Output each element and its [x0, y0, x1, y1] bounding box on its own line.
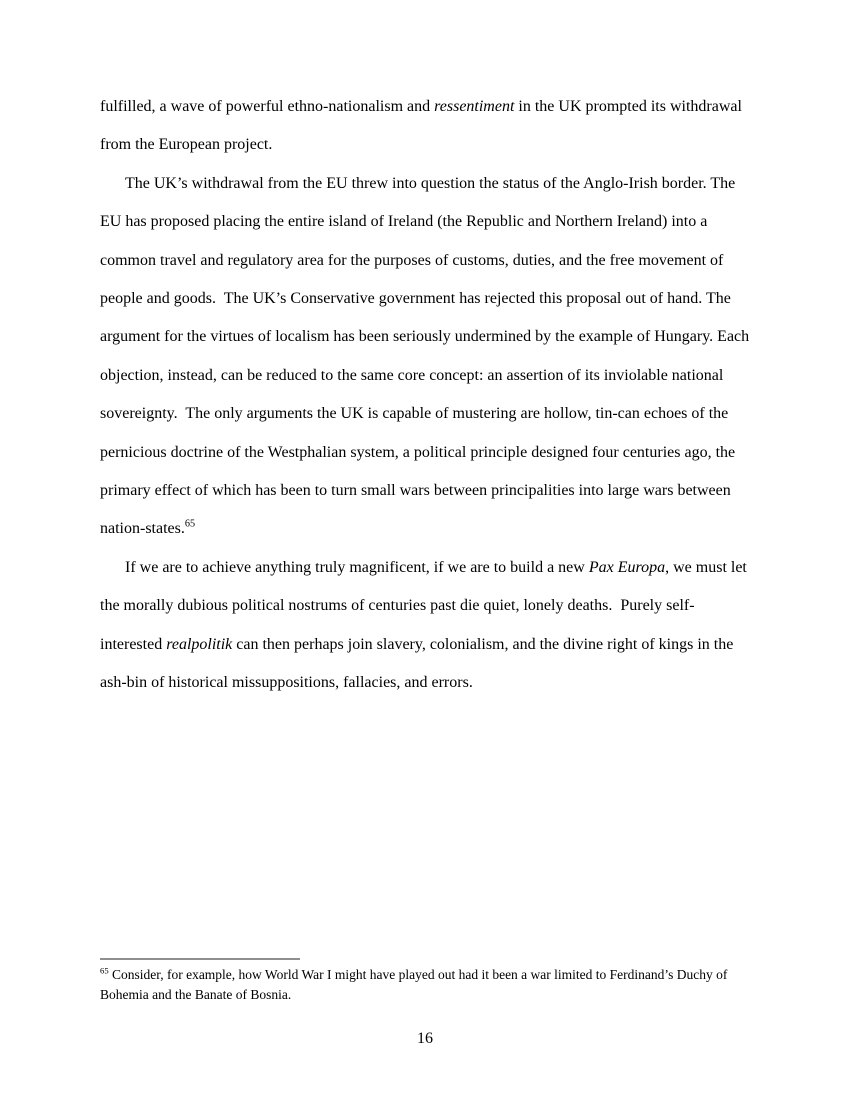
text-run: can then perhaps join slavery, colonialism, and the divine right of kings in the ash-bin of historical missuppositions, fallacies, and errors.	[100, 635, 738, 692]
footnote-separator-rule	[100, 958, 300, 960]
text-run: fulfilled, a wave of powerful ethno-nationalism and	[100, 98, 435, 115]
paragraph-uk-withdrawal	[100, 165, 755, 549]
text-run: If we are to achieve anything truly magnificent, if we are to build a new	[125, 558, 589, 576]
text-run: Consider, for example, how World War I might have played out had it been a war limited to Ferdinand’s Duchy of Bohemia and the Banate of Bosnia.	[100, 967, 731, 1002]
footnote-65	[100, 965, 758, 1004]
paragraph-continuation	[100, 88, 755, 165]
page-number: 16	[417, 1030, 433, 1047]
italic-text-run: Pax Europa	[588, 558, 666, 576]
superscript-footnote-ref: 65	[100, 965, 109, 976]
text-run: in the UK prompted its withdrawal from the European project.	[100, 98, 746, 154]
document-body	[100, 88, 755, 703]
italic-text-run: ressentiment	[434, 98, 515, 115]
text-run: The UK’s withdrawal from the EU threw into question the status of the Anglo-Irish border. The EU has proposed placing the entire island of Ireland (the Republic and Northern Ireland) into a common travel and regulatory area for the purposes of customs, duties, and the free movement of people and goods. The UK’s Conservative government has rejected this proposal out of hand. The argument for the virtues of localism has been seriously undermined by the example of Hungary. Each objection, instead, can be reduced to the same core concept: an assertion of its inviolable national sovereignty. The only arguments the UK is capable of mustering are hollow, tin-can echoes of the pernicious doctrine of the Westphalian system, a political principle designed four centuries ago, the primary effect of which has been to turn small wars between principalities into large wars between nation-states.	[100, 174, 754, 538]
italic-text-run: realpolitik	[166, 635, 233, 653]
superscript-footnote-ref: 65	[184, 519, 196, 531]
paragraph-pax-europa	[100, 549, 755, 703]
text-run: , we must let the morally dubious political nostrums of centuries past die quiet, lonely deaths. Purely self-interested	[100, 558, 751, 653]
